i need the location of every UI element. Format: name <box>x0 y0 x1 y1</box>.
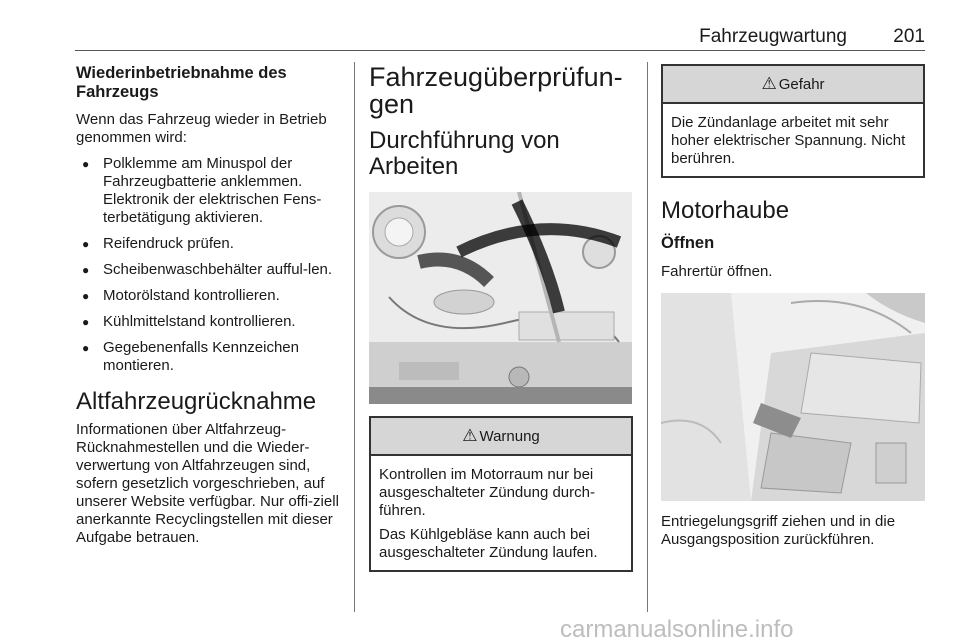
header-title: Fahrzeugwartung <box>699 26 847 47</box>
heading-bonnet: Motorhaube <box>661 197 790 224</box>
column-3 <box>661 64 925 549</box>
release-handle-image <box>661 293 925 501</box>
intro-text: Wenn das Fahrzeug wieder in Betrieb genommen wird: <box>76 111 327 146</box>
warning-icon: ⚠ <box>761 74 777 93</box>
warning-box-header <box>371 418 631 456</box>
heading-end-of-life-recovery: Altfahrzeugrücknahme <box>76 388 317 415</box>
recycling-paragraph: Informationen über Altfahrzeug-Rücknahmestellen und die Wieder-verwertung von Altfahrzeugen sind, sofern gesetzlich vorgeschrieben, auf unserer Website verfügbar. Nur offi-ziell anerkannte Recyclingstellen mit dieser Aufgabe betrauen. <box>76 421 339 546</box>
list-item: ● Kühlmittelstand kontrollieren. <box>76 313 344 331</box>
page-header <box>75 26 925 51</box>
column-1 <box>76 64 344 547</box>
warning-text-1: Kontrollen im Motorraum nur bei ausgeschalteter Zündung durch-führen. <box>379 466 595 519</box>
watermark: carmanualsonline.info <box>560 616 794 643</box>
warning-text-2: Das Kühlgebläse kann auch bei ausgeschalteter Zündung laufen. <box>379 526 598 561</box>
list-item: ● Gegebenenfalls Kennzeichen montieren. <box>76 339 344 375</box>
page-number: 201 <box>893 26 925 47</box>
warning-icon: ⚠ <box>462 426 478 445</box>
warning-title: Warnung <box>479 427 540 445</box>
checklist <box>76 155 344 375</box>
column-divider <box>354 62 355 612</box>
list-item: ● Motorölstand kontrollieren. <box>76 287 344 305</box>
open-step-1: Fahrertür öffnen. <box>661 263 773 280</box>
danger-box <box>661 64 925 178</box>
heading-open: Öffnen <box>661 234 715 252</box>
heading-vehicle-checks: Fahrzeugüberprüfun-gen <box>369 62 623 119</box>
section-title-recommissioning: Wiederinbetriebnahme des Fahrzeugs <box>76 64 287 101</box>
danger-box-header <box>663 66 923 104</box>
column-2 <box>369 64 633 572</box>
engine-bay-image <box>369 192 632 404</box>
list-item: ● Scheibenwaschbehälter aufful-len. <box>76 261 344 279</box>
heading-performing-work: Durchführung von Arbeiten <box>369 127 560 180</box>
list-item: ● Reifendruck prüfen. <box>76 235 344 253</box>
column-divider <box>647 62 648 612</box>
danger-text: Die Zündanlage arbeitet mit sehr hoher elektrischer Spannung. Nicht berühren. <box>671 114 906 167</box>
danger-title: Gefahr <box>778 75 825 93</box>
warning-box <box>369 416 633 572</box>
open-step-2: Entriegelungsgriff ziehen und in die Ausgangsposition zurückführen. <box>661 513 896 548</box>
list-item: ● Polklemme am Minuspol der Fahrzeugbatterie anklemmen. Elektronik der elektrischen Fens-terbetätigung aktivieren. <box>76 155 344 227</box>
